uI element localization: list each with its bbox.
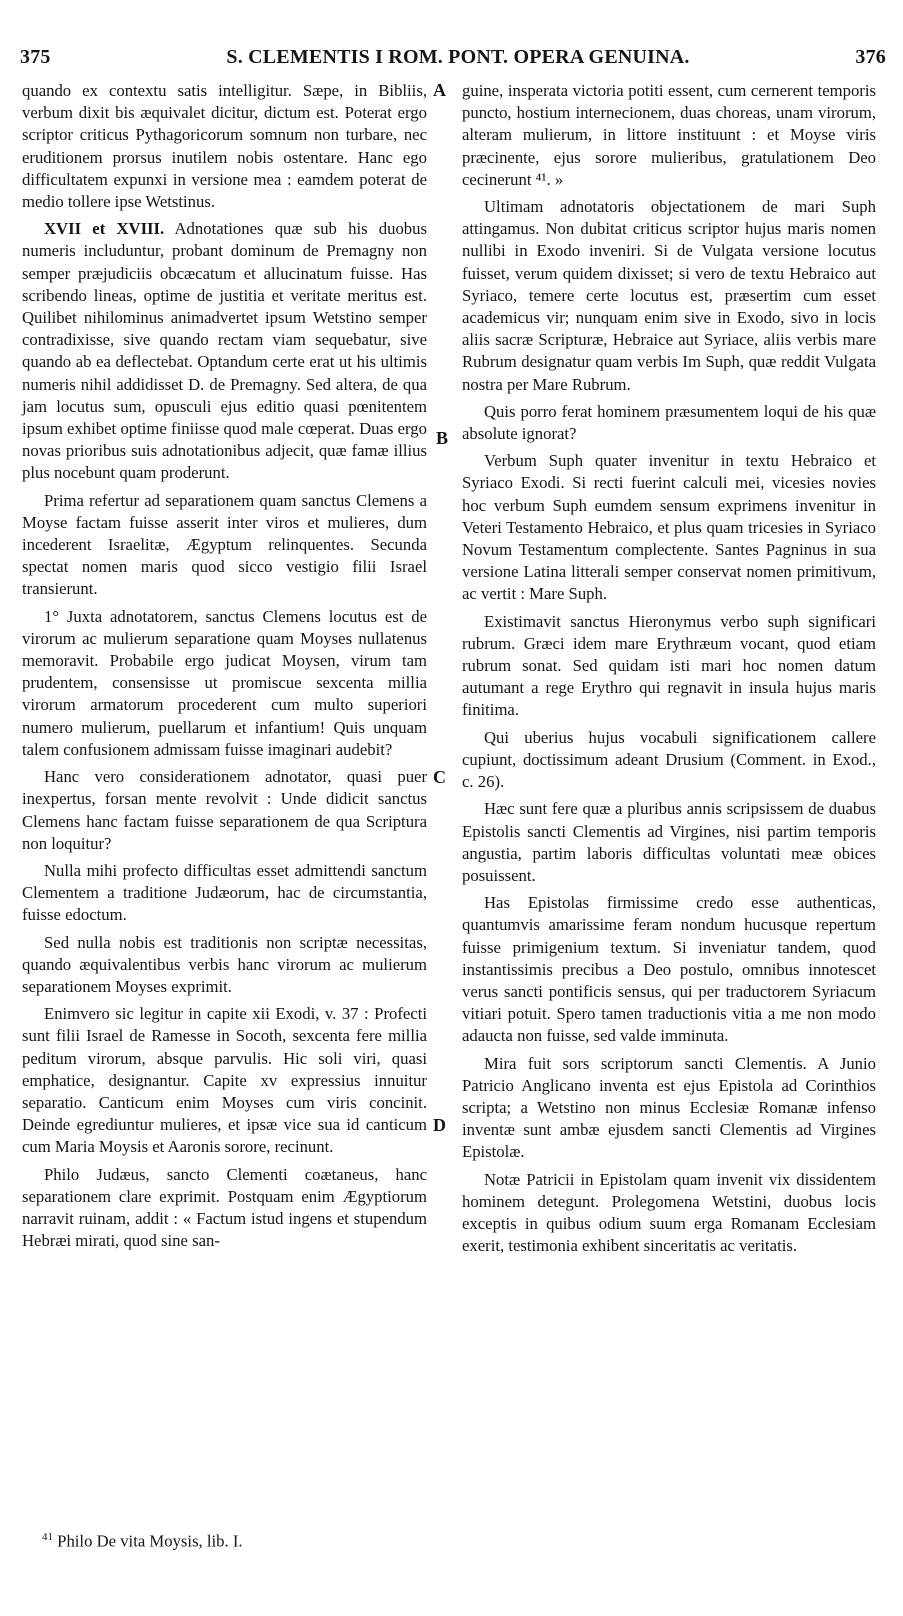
right-paragraph-7: Hæc sunt fere quæ a pluribus annis scripsissem de duabus Epistolis sancti Clementis ad Virgines, nisi partim temporis angustia, partim laboris difficultas voluntati meæ obices posuissent. bbox=[462, 799, 876, 885]
margin-letter-b: B bbox=[436, 428, 449, 448]
left-paragraph-7: Sed nulla nobis est traditionis non scriptæ necessitas, quando æquivalentibus verbis hanc virorum ac mulierum separationem Moyses exprimit. bbox=[22, 932, 427, 996]
left-paragraph-6: Nulla mihi profecto difficultas esset admittendi sanctum Clementem a traditione Judæorum, hac de circumstantia, fuisse edoctum. bbox=[22, 860, 427, 925]
page-number-right: 376 bbox=[855, 46, 886, 68]
left-paragraph-8: Enimvero sic legitur in capite xii Exodi, v. 37 : Profecti sunt filii Israel de Ramesse in Socoth, sexcenta fere millia peditum virorum, absque parvulis. Hic soli viri, quasi emphatice, designantur. Capite xv expressius innuitur separatio. Canticum enim Moyses cum viris concinit. Deinde egrediuntur mulieres, et ipsæ vice sua id canticum cum Maria Moysis et Aaronis sorore, recinunt. bbox=[22, 1004, 427, 1157]
margin-letter-a: A bbox=[433, 80, 446, 100]
right-paragraph-6: Qui uberius hujus vocabuli significationem callere cupiunt, doctissimum adeant Drusium (Comment. in Exod., c. 26). bbox=[462, 727, 876, 792]
left-column bbox=[22, 80, 427, 1252]
right-column bbox=[462, 80, 876, 1257]
running-header bbox=[20, 46, 886, 76]
margin-letter-d: D bbox=[433, 1115, 446, 1135]
left-paragraph-5: Hanc vero considerationem adnotator, quasi puer inexpertus, forsan mente revolvit : Unde didicit sanctus Clemens hanc factam fuisse separationem de qua Scriptura non loquitur? bbox=[22, 767, 427, 853]
left-paragraph-9: Philo Judæus, sancto Clementi coætaneus, hanc separationem clare exprimit. Postquam enim Ægyptiorum narravit ruinam, addit : « Factum istud ingens et stupendum Hebræi mirati, quod sine san- bbox=[22, 1164, 427, 1251]
running-title: S. CLEMENTIS I ROM. PONT. OPERA GENUINA. bbox=[226, 46, 690, 68]
right-paragraph-3: Quis porro ferat hominem præsumentem loqui de his quæ absolute ignorat? bbox=[462, 401, 876, 444]
right-paragraph-1: guine, insperata victoria potiti essent, cum cernerent temporis puncto, hostium internecionem, duas choreas, unam virorum, alteram mulierum, in littore instituunt : et Moyse viris præcinente, ejus sorore mulieribus, gratulationem Deo cecinerunt ⁴¹. » bbox=[462, 81, 876, 189]
left-paragraph-3: Prima refertur ad separationem quam sanctus Clemens a Moyse factam fuisse asserit inter viros et mulieres, dum incederent Israelitæ, Ægyptum relinquentes. Secunda spectat nomen maris quod sicco vestigio filii Israel transierunt. bbox=[22, 490, 427, 599]
page-number-left: 375 bbox=[20, 46, 51, 68]
section-number-xvii-xviii: XVII et XVIII. bbox=[44, 219, 165, 239]
right-paragraph-8: Has Epistolas firmissime credo esse authenticas, quantumvis amarissime feram nondum hucusque repertum fuisse primigenium textum. Si inveniatur tandem, quod instantissimis precibus a Deo postulo, omnibus innotescet verus sancti pontificis sensus, qui per traductorem Syriacum vitiari potuit. Spero tamen traductionis vitia a me non modo adaucta non fuisse, sed valde imminuta. bbox=[462, 893, 876, 1046]
margin-letter-c: C bbox=[433, 767, 446, 787]
left-paragraph-4: 1° Juxta adnotatorem, sanctus Clemens locutus est de virorum ac mulierum separatione quam Moyses nullatenus memoravit. Probabile ergo judicat Moysen, virum tam prudentem, consensisse ut promiscue sexcenta millia virorum armatorum procederent cum multo superiori numero mulierum, puellarum et infantium! Quis unquam talem confusionem admissam fuisse imaginari audebit? bbox=[22, 606, 427, 759]
footnote-number: 41 bbox=[42, 1531, 53, 1543]
right-paragraph-4: Verbum Suph quater invenitur in textu Hebraico et Syriaco Exodi. Si recti fuerint calculi mei, vicesies novies hoc verbum Suph eumdem sensum exprimens invenitur in Veteri Testamento Hebraico, et plus quam tricesies in Syriaco Novum Testamentum complectente. Santes Pagninus in sua versione Latina litterali semper conservat nomen primitivum, ac vertit : Mare Suph. bbox=[462, 451, 876, 604]
footnote bbox=[42, 1526, 422, 1553]
left-paragraph-1: quando ex contextu satis intelligitur. Sæpe, in Bibliis, verbum dixit bis æquivalet dicitur, dictum est. Poterat ergo scriptor criticus Pythagoricorum somnum non turbare, nec eruditionem prorsus inutilem nobis ostentare. Hanc ego difficultatem expunxi in versione mea : eamdem poterat de medio tollere ipse Wetstinus. bbox=[22, 81, 427, 212]
footnote-text: Philo De vita Moysis, lib. I. bbox=[53, 1531, 243, 1551]
right-paragraph-2: Ultimam adnotatoris objectationem de mari Suph attingamus. Non dubitat criticus scriptor hujus maris nomen nullibi in Exodo inveniri. Si de Vulgata versione locutus fuisset, verum quidem dixisset; si vero de textu Hebraico aut Syriaco, temere certe locutus est, præsertim cum esset academicus vir; nunquam enim sive in Exodo, sivo in locis aliis sacræ Scripturæ, Hebraice aut Syriace, aliis verbis mare Rubrum designatur quam verbis Im Suph, quæ reddit Vulgata nostra per Mare Rubrum. bbox=[462, 197, 876, 394]
right-paragraph-5: Existimavit sanctus Hieronymus verbo suph significari rubrum. Græci idem mare Erythræum vocant, quod etiam rubrum sonat. Sed quidam isti mari hoc nomen datum autumant a rege Erythro qui regnavit in insula hujus maris finitima. bbox=[462, 611, 876, 720]
left-paragraph-2-text: Adnotationes quæ sub his duobus numeris includuntur, probant dominum de Premagny non semper præjudiciis obcæcatum et allucinatum fuisse. Has scribendo lineas, optime de justitia et veritate meritus est. Quilibet nihilominus animadvertet ipsum Wetstino semper contradixisse, sive quando rectam viam sequebatur, sive quando ab ea deflectebat. Optandum certe erat ut his ultimis numeris nihil addidisset D. de Premagny. Sed altera, de qua jam locutus sum, opusculi ejus editio quasi pœnitentem ipsum exhibet optime finiisse quod male cœperat. Duas ergo novas prioribus suis adnotationibus adjecit, quæ famæ illius plus nocebunt quam proderunt. bbox=[22, 219, 427, 483]
right-paragraph-10: Notæ Patricii in Epistolam quam invenit vix dissidentem hominem detegunt. Prolegomena Wetstini, duobus locis exceptis in quibus odium suum erga Romanam Ecclesiam exerit, testimonia exhibent sinceritatis ac veritatis. bbox=[462, 1169, 876, 1256]
right-paragraph-9: Mira fuit sors scriptorum sancti Clementis. A Junio Patricio Anglicano inventa est ejus Epistola ad Corinthios scripta; a Wetstino non minus Ecclesiæ Romanæ infenso inventæ sunt ambæ ejusdem sancti Clementis ad Virgines Epistolæ. bbox=[462, 1053, 876, 1162]
left-paragraph-2 bbox=[22, 218, 427, 484]
